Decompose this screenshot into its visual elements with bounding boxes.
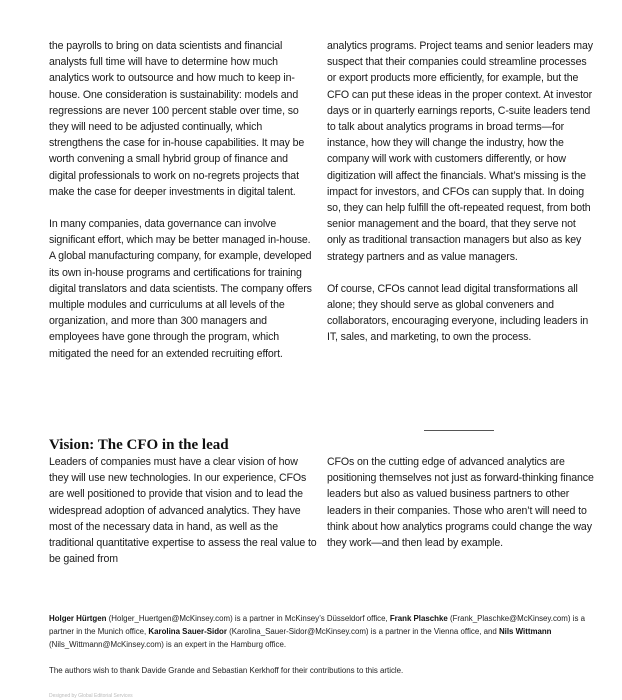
left-paragraph-2: In many companies, data governance can involve significant effort, which may be better managed in-house. A global manufacturing company, for example, developed its own in-house programs and certifications for training digital translators and data scientists. The company offers multiple modules and curriculums at all levels of the organization, and more than 300 managers and employees have gone through the program, which mitigated the need for an extended recruiting effort. [49,218,312,360]
author-name-4: Nils Wittmann [498,626,552,636]
author-text-4: (Nils_Wittmann@McKinsey.com) is an expert in the Hamburg office. [49,639,287,649]
right-paragraph-1: analytics programs. Project teams and senior leaders may suspect that their companies could streamline processes or export products more efficiently, for example, but the CFO can put these ideas in the proper context. At investor days or in quarterly earnings reports, C-suite leaders tend to talk about analytics programs in broad terms—for instance, how they will change the industry, how the company will work with customers differently, or how digitization will affect the financials. What’s missing is the impact for investors, and CFOs can supply that. In doing so, they can help fulfill the oft-repeated request, from both senior management and the board, that they serve not only as traditional transaction managers but also as key strategy partners and as value managers. [327,40,593,263]
left-column-top [49,38,317,362]
author-name-1: Holger Hürtgen [49,614,107,623]
design-credit: Designed by Global Editorial Services [49,693,133,699]
author-name-3: Karolina Sauer-Sidor [148,626,227,636]
section-right-paragraph: CFOs on the cutting edge of advanced analytics are positioning themselves not just as forward-thinking finance leaders but also as valued business partners to other leaders in their companies. Those who aren’t will need to think about how analytics programs could change the way they work—and then lead by example. [327,456,594,550]
right-paragraph-2: Of course, CFOs cannot lead digital transformations all alone; they should serve as global conveners and collaborators, encouraging everyone, including leaders in IT, sales, and marketing, to own the process. [327,282,589,344]
left-paragraph-1: the payrolls to bring on data scientists and financial analysts full time will have to determine how much analytics work to outsource and how much to keep in-house. One consideration is sustainability: models and regressions are never 100 percent stable over time, so they will need to be adjusted continually, which strengthens the case for in-house capabilities. It may be worth convening a small hybrid group of finance and digital professionals to work on no-regrets projects that make the case for deeper investments in digital talent. [49,40,305,198]
author-bio [49,613,597,651]
right-column-top [327,38,595,346]
section-left-paragraph: Leaders of companies must have a clear vision of how they will use new technologies. In our experience, CFOs are well positioned to provide that vision and to lead the widespread adoption of advanced analytics. They have most of the necessary data in hand, as well as the traditional quantitative expertise to assess the real value to be gained from [49,456,317,566]
acknowledgment: The authors wish to thank Davide Grande and Sebastian Kerkhoff for their contributions to this article. [49,666,404,675]
author-text-3: (Karolina_Sauer-Sidor@McKinsey.com) is a partner in the Vienna office, and [226,626,499,636]
left-column-bottom [49,454,317,567]
section-heading: Vision: The CFO in the lead [49,437,229,453]
right-column-bottom [327,454,595,551]
author-text-2: (Frank_Plaschke@McKinsey.com) is a partner in the Munich office, [49,614,585,636]
author-text-1: (Holger_Huertgen@McKinsey.com) is a partner in McKinsey’s Düsseldorf office, [106,614,390,623]
section-divider [424,430,494,431]
author-name-2: Frank Plaschke [389,614,448,623]
